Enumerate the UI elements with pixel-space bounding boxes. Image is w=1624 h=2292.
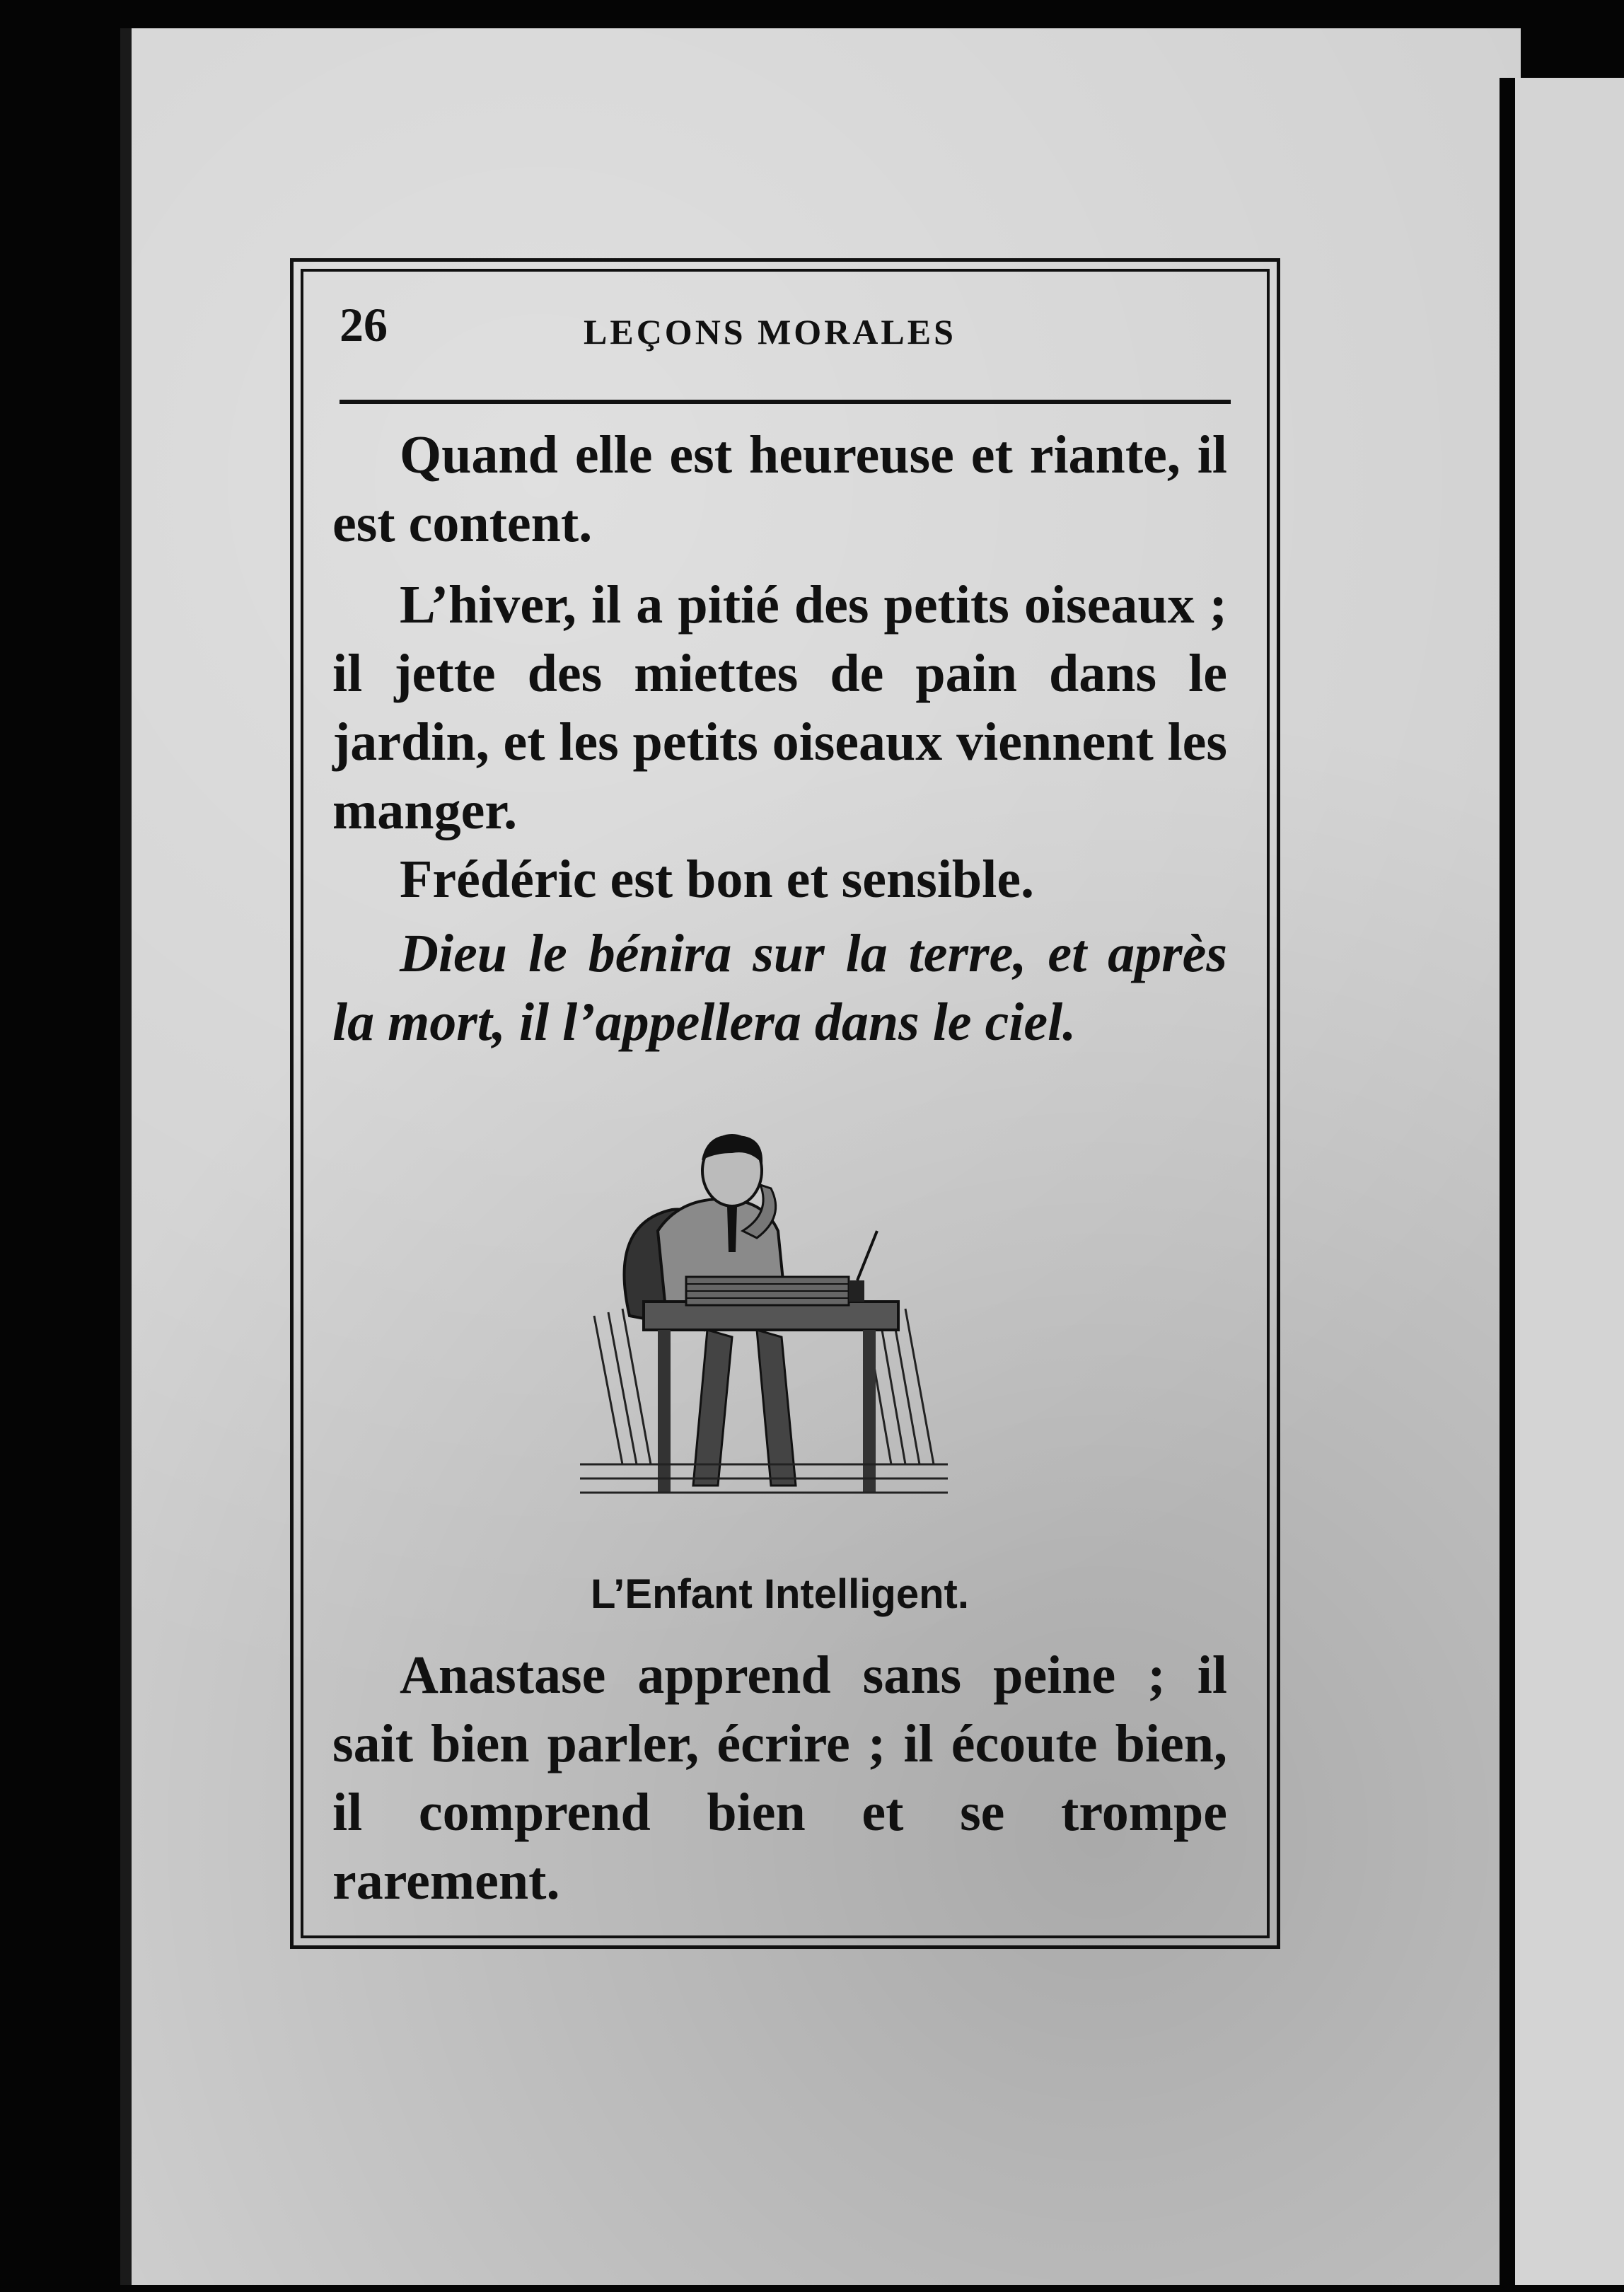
facing-page-edge — [1515, 78, 1624, 2285]
binding-gutter — [1500, 78, 1515, 2285]
paragraph-3: Frédéric est bon et sensible. — [400, 850, 1035, 909]
running-title: LEÇONS MORALES — [584, 312, 956, 352]
engraving-boy-at-desk-icon — [580, 1132, 948, 1528]
paragraph-anastase: Anastase apprend sans peine ; il sait bien parler, écrire ; il écoute bien, il comprend bien et se trompe rarement. — [332, 1645, 1227, 1911]
running-head — [340, 297, 1231, 361]
paragraph-2: L’hiver, il a pitié des petits oiseaux ; il jette des miettes de pain dans le jardin, et les petits oiseaux viennent les manger. — [332, 575, 1227, 840]
moral-paragraph: Dieu le bénira sur la terre, et après la mort, il l’appellera dans le ciel. — [332, 924, 1227, 1052]
page-number: 26 — [340, 298, 388, 352]
section-caption: L’Enfant Intelligent. — [591, 1571, 969, 1617]
page-edge — [120, 28, 132, 2285]
header-rule — [340, 400, 1231, 404]
paragraph-1: Quand elle est heureuse et riante, il est content. — [332, 425, 1227, 553]
